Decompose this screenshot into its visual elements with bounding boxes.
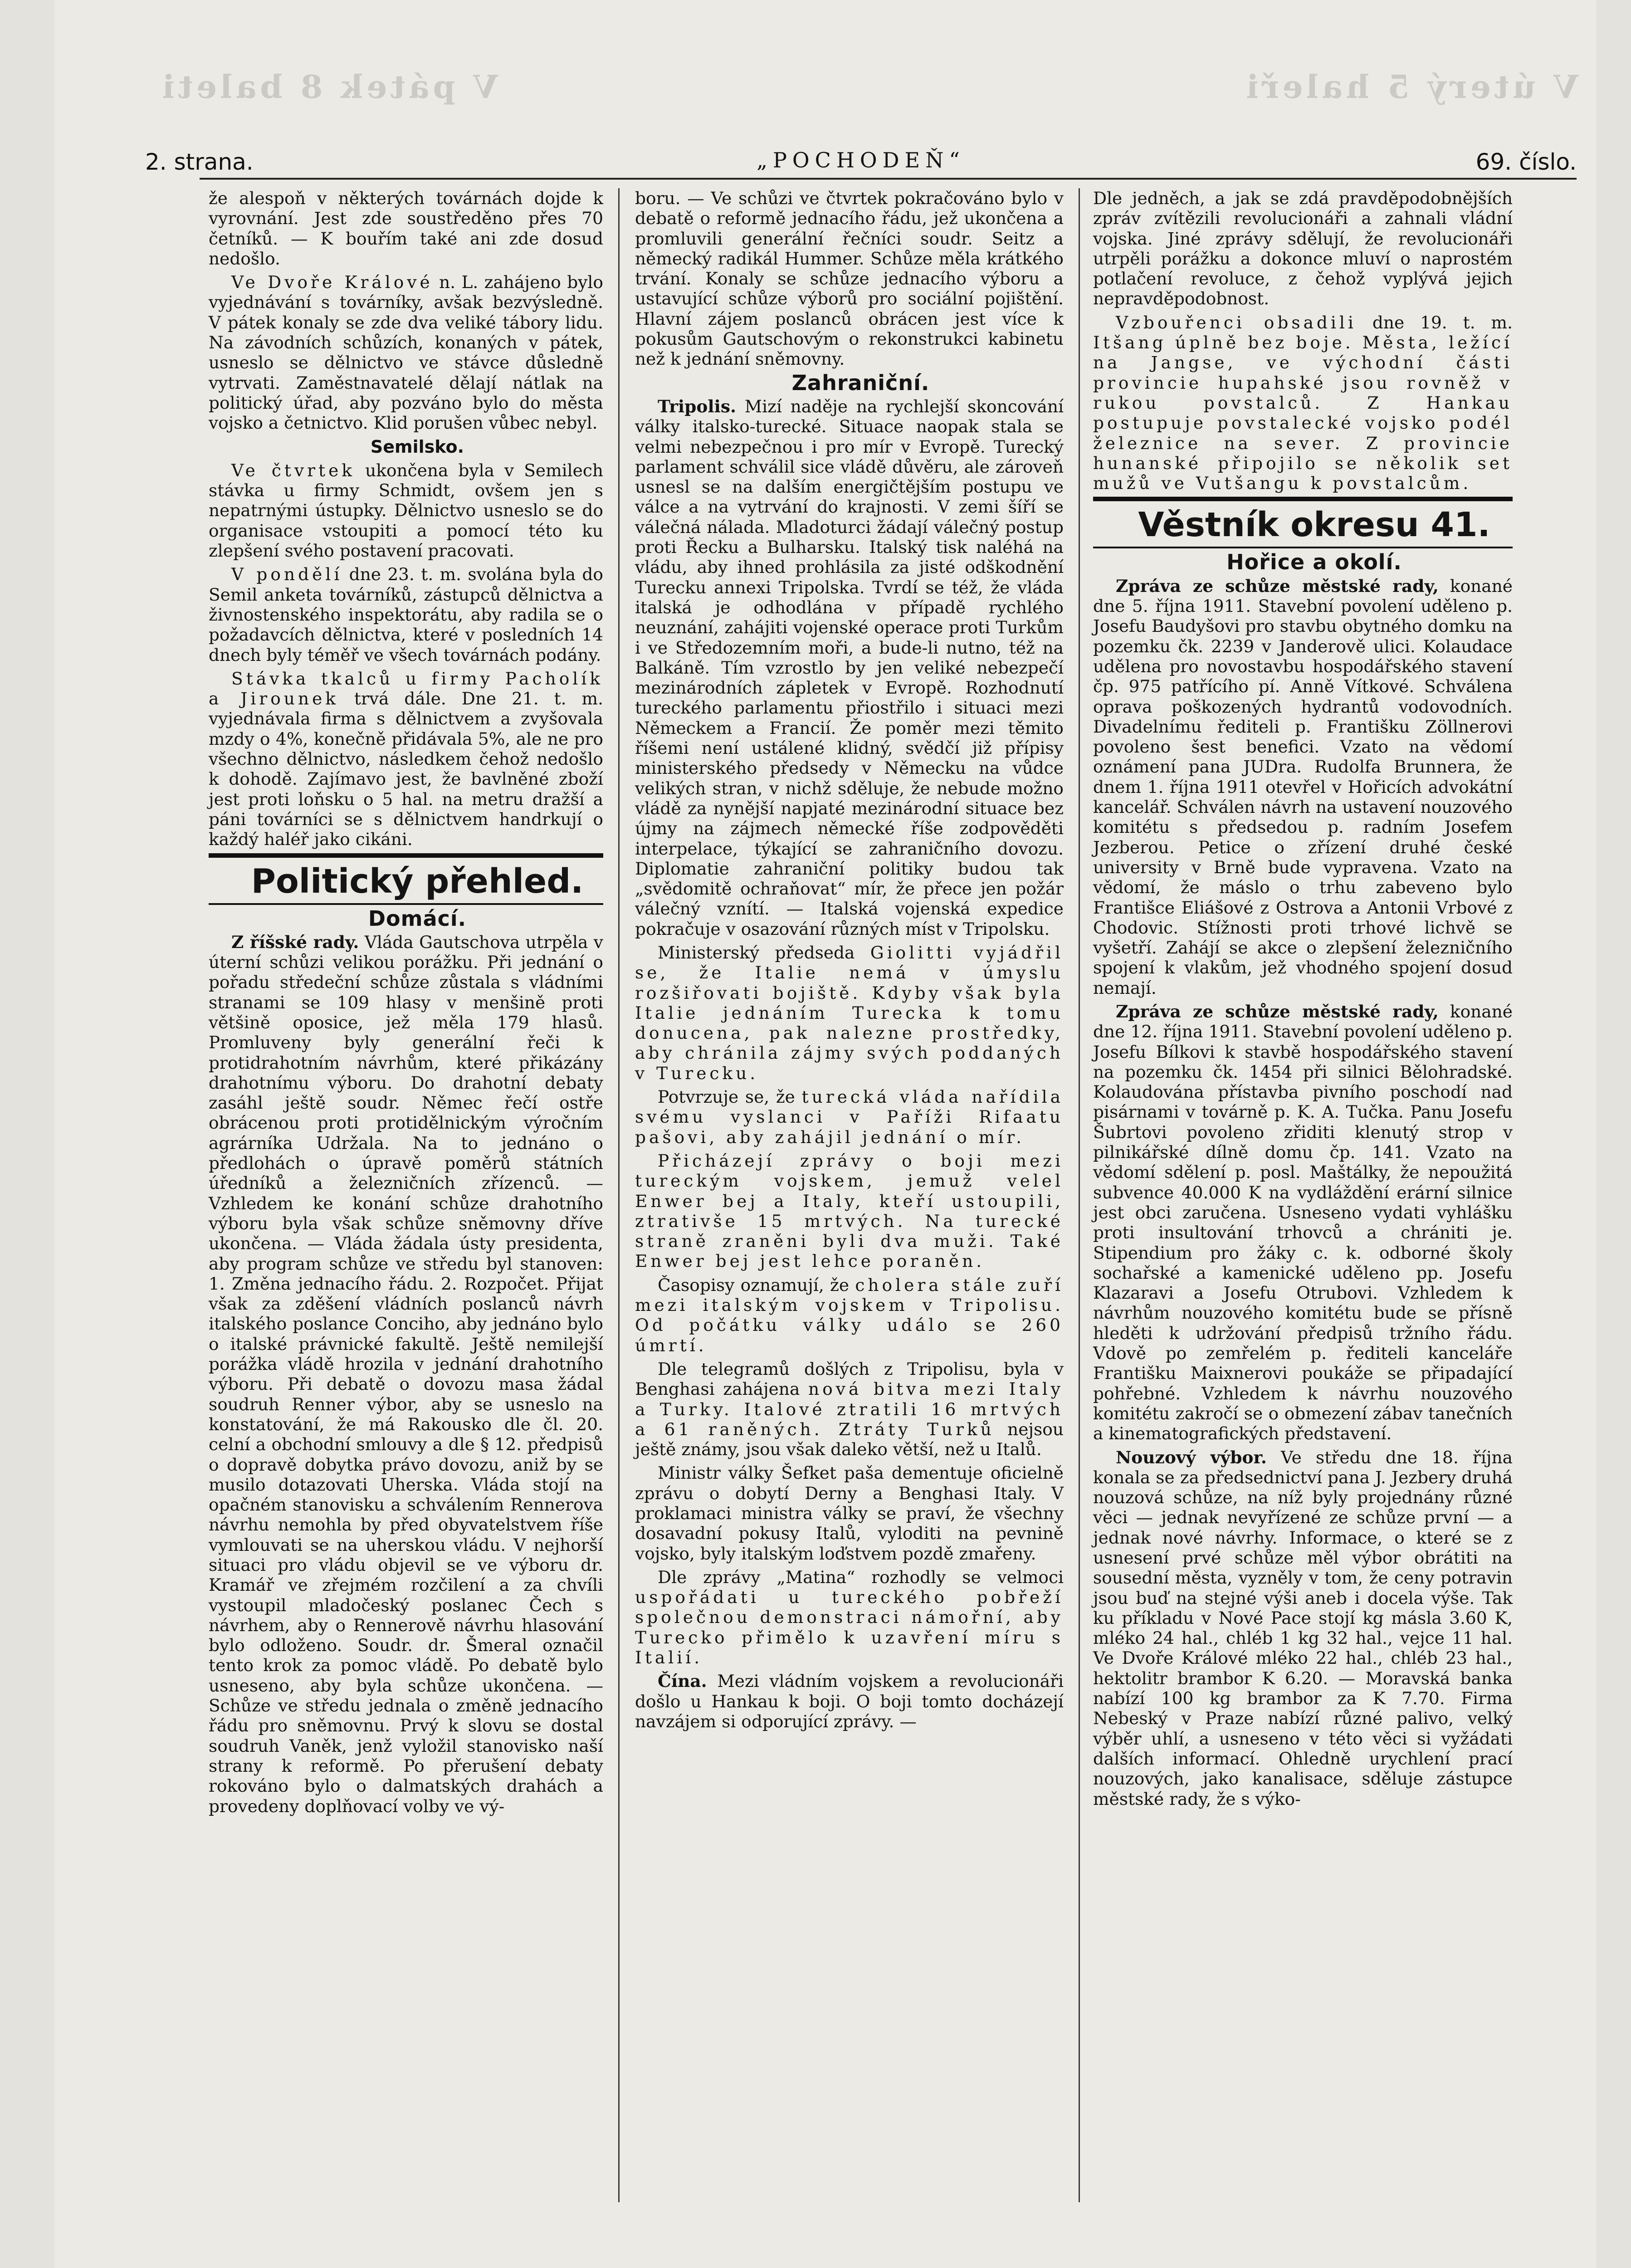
article-paragraph: Z říšské rady. Vláda Gautschova utrpěla v úterní schůzi velikou porážku. Při jednání o pořadu středeční schůze zůstala s vládními stranami se 109 hlasy v menšině proti většině oposice, jež měla 179 hlasů. Promluveny byly generální řeči k protidrahotním návrhům, které přikázány drahotnímu výboru. Do drahotní debaty zasáhl ještě soudr. Němec řečí ostře obrácenou proti protidělnickým výročním agrárníka Udržala. Na to jednáno o předlohách o úpravě poměrů státních úředníků a železničních zřízenců. — Vzhledem ke konání schůze drahotního výboru byla však schůze sněmovny dříve ukončena. — Vláda žádala ústy presidenta, aby program schůze ve středu byl stanoven: 1. Změna jednacího řádu. 2. Rozpočet. Přijat však za zděšení vládních poslanců návrh italského poslance Conciho, aby jednáno bylo o italské právnické fakultě. Ještě nemilejší porážka vládě hrozila v jednání drahotního výboru. Při debatě o dovozu masa žádal soudruh Renner výbor, aby se usneslo na konstatování, že má Rakousko dle čl. 20. celní a obchodní smlouvy a dle § 12. předpisů o dopravě dobytka právo dovozu, aniž by se musilo dotazovati Uherska. Vláda stojí na opačném stanovisku a schválením Rennerova návrhu nemohla by před obyvatelstvem říše vymlouvati se na uherskou vládu. V nejhorší situaci pro vládu objevil se ve výboru dr. Kramář ve zřejmém rozčilení a za chvíli vystoupil mladočeský poslanec Čech s návrhem, aby o Rennerově návrhu hlasování bylo odloženo. Soudr. dr. Šmeral označil tento krok za pomoc vládě. Po debatě bylo usneseno, aby byla schůze ukončena. — Schůze ve středu jednala o změně jednacího řádu pro sněmovnu. Prvý k slovu se dostal soudruh Vaněk, jenž vyložil stanovisko naší strany k reformě. Po přerušení debaty rokováno bylo o dalmatských drahách a provedeny doplňovací volby ve vý- — [209, 932, 603, 1816]
column-divider-2 — [1079, 188, 1080, 2202]
article-paragraph: Nouzový výbor. Ve středu dne 18. října konala se za předsednictví pana J. Jezbery druhá nouzová schůze, na níž byly projednány různé věci — jednak nevyřízené ze schůze první — a jednak nové návrhy. Informace, o které se z usnesení prvé schůze měl výbor obrátiti na sousední města, vyzněly v tom, že ceny potravin jsou buď na stejné výši aneb i docela výše. Tak ku příkladu v Nové Pace stojí kg másla 3.60 K, mléko 24 hal., chléb 1 kg 32 hal., vejce 11 hal. Ve Dvoře Králové mléko 22 hal., chléb 23 hal., hektolitr brambor K 6.20. — Moravská banka nabízí 100 kg brambor za K 7.70. Firma Nebeský v Praze nabízí různé palivo, velký výběr uhlí, a usneseno v této věci si vyžádati dalších informací. Ohledně urychlení prací nouzových, jako kanalisace, sděluje zástupce městské rady, že s výko- — [1093, 1447, 1513, 1809]
page-header — [145, 144, 1577, 181]
article-paragraph: V pondělí dne 23. t. m. svolána byla do Semil anketa továrníků, zástupců dělnictva a živnostenského inspektorátu, aby radila se o požadavcích dělnictva, které v posledních 14 dnech byly téměř ve všech továrnách podány. — [209, 564, 604, 665]
article-paragraph: že alespoň v některých továrnách dojde k vyrovnání. Jest zde soustředěno přes 70 četníků. — K bouřím také ani zde dosud nedošlo. — [209, 188, 603, 269]
article-paragraph: boru. — Ve schůzi ve čtvrtek pokračováno bylo v debatě o reformě jednacího řádu, jež ukončena a promluvili generální řečníci soudr. Seitz a německý radikál Hummer. Schůze měla krátkého trvání. Konaly se schůze jednacího výboru a ustavující schůze výborů pro sociální pojištění. Hlavní zájem poslanců obrácen jest více k pokusům Gautschovým o rekonstrukci kabinetu než k jednání sněmovny. — [635, 188, 1064, 369]
banner-politicky-prehled: Politický přehled. — [209, 853, 603, 905]
article-paragraph: Dle zprávy „Matina“ rozhodly se velmoci uspořádati u tureckého pobřeží společnou demonstraci námořní, aby Turecko přimělo k uzavření míru s Italií. — [635, 1567, 1064, 1668]
article-paragraph: Tripolis. Mizí naděje na rychlejší skoncování války italsko-turecké. Situace naopak stala se velmi nebezpečnou i pro mír v Evropě. Turecký parlament schválil sice vládě důvěru, ale zároveň usnesl se na dalším energičtějším postupu ve válce a na vytrvání do krajnosti. V zemi šíří se válečná nálada. Mladoturci žádají válečný postup proti Řecku a Bulharsku. Italský tisk naléhá na vládu, aby ihned prohlásila za jisté odškodnění Turecku annexi Tripolska. Tvrdí se též, že vláda italská je odhodlána v případě rychlého neuznání, zahájiti vojenské operace proti Turkům i ve Středozemním moři, a bude-li nutno, též na Balkáně. Tím vzrostlo by jen veliké nebezpečí mezinárodních zápletek v Evropě. Rozhodnutí tureckého parlamentu přiostřilo i situaci mezi Německem a Francií. Že poměr mezi těmito říšemi není ustálené klidný, svědčí již přípisy ministerského předsedy v Německu na vůdce velikých stran, v nichž sděluje, že nebude možno vládě za nynější napjaté mezinárodní situace bez újmy na zájmech německé říše zodpověděti interpelace, týkající se zahraničního dovozu. Diplomatie zahraniční politiky budou tak „svědomitě ochraňovat“ mír, že přece jen požár válečný vznítí. — Italská vojenská expedice pokračuje v osazování různých míst v Tripolsku. — [635, 396, 1064, 939]
issue-number: 69. číslo. — [1475, 149, 1577, 175]
section-heading-semilsko: Semilsko. — [370, 436, 464, 457]
article-paragraph: Dle jedněch, a jak se zdá pravděpodobnějších zpráv zvítězili revolucionáři a zahnali vládní vojska. Jiné zprávy sdělují, že revolucionáři utrpěli porážku a dokonce mluví o naprostém potlačení revoluce, z čehož vyplývá jejich nepravděpodobnost. — [1093, 188, 1513, 309]
article-paragraph: Časopisy oznamují, že cholera stále zuří mezi italským vojskem v Tripolisu. Od počátku války událo se 260 úmrtí. — [635, 1275, 1064, 1355]
section-heading-domaci: Domácí. — [368, 906, 467, 931]
header-rule — [200, 178, 1577, 180]
page-label: 2. strana. — [145, 149, 254, 175]
article-paragraph: Zpráva ze schůze městské rady, konané dne 5. října 1911. Stavební povolení uděleno p. Josefu Baudyšovi pro stavbu obytného domku na pozemku čk. 2239 v Janderově ulici. Kolaudace udělena pro novostavbu hospodářského stavení čp. 975 patřícího pí. Anně Vítkové. Schválena oprava poškozených hydrantů vodovodních. Divadelnímu řediteli p. Františku Zöllnerovi povoleno šest benefici. Vzato na vědomí oznámení pana JUDra. Rudolfa Brunnera, že dnem 1. října 1911 otevřel v Hořicích advokátní kancelář. Schválen návrh na ustavení nouzového komitétu s předsedou p. radním Josefem Jezberou. Petice o zřízení druhé české university v Brně bude vypravena. Vzato na vědomí, že máslo o trhu zabeveno bylo Františce Eliášové z Ostrova a Antonii Vrbové z Chodovic. Stížnosti proti trhové lichvě se vyšetří. Zahájí se akce o zlepšení železničního spojení k vlakům, jež vhodného spojení dosud nemají. — [1093, 576, 1513, 998]
article-paragraph: Vzbouřenci obsadili dne 19. t. m. Itšang úplně bez boje. Města, ležící na Jangse, ve východní části provincie hupahské jsou rovněž v rukou povstalců. Z Hankau postupuje povstalecké vojsko podél železnice na sever. Z provincie hunanské připojilo se několik set mužů ve Vutšangu k povstalcům. — [1093, 312, 1513, 494]
article-paragraph: Potvrzuje se, že turecká vláda nařídila svému vyslanci v Paříži Rifaatu pašovi, aby zahájil jednání o mír. — [635, 1087, 1064, 1147]
article-paragraph: Ministerský předseda Giolitti vyjádřil se, že Italie nemá v úmyslu rozšiřovati bojiště. Kdyby však byla Italie jednáním Turecka k tomu donucena, pak nalezne prostředky, aby chránila zájmy svých poddaných v Turecku. — [635, 942, 1064, 1083]
section-heading-zahranicni: Zahraniční. — [791, 370, 930, 395]
article-paragraph: Ministr války Šefket paša dementuje oficielně zprávu o dobytí Derny a Benghasi Italy. V proklamaci ministra války se praví, že všechny dosavadní pokusy Italů, vyloditi na pevnině vojsko, byly italským loďstvem pozdě zmařeny. — [635, 1463, 1064, 1564]
newspaper-title: „POCHODEŇ“ — [757, 148, 965, 172]
column-1 — [209, 188, 603, 1820]
bleed-through-right: V úterý 5 haleři — [1243, 68, 1579, 106]
column-divider-1 — [618, 188, 620, 2202]
column-2 — [635, 188, 1064, 1735]
article-paragraph: Ve čtvrtek ukončena byla v Semilech stávka u firmy Schmidt, ovšem jen s nepatrnými ústupky. Dělnictvo usneslo se do organisace vstoupiti a pomocí této ku zlepšení svého postavení pracovati. — [209, 460, 603, 561]
section-heading-horice: Hořice a okolí. — [1226, 550, 1402, 575]
column-3 — [1093, 188, 1513, 1813]
bleed-through-left: V pátek 8 baleti — [159, 68, 498, 106]
article-paragraph: Ve Dvoře Králové n. L. zahájeno bylo vyjednávání s továrníky, avšak bezvýsledně. V pátek konaly se zde dva veliké tábory lidu. Na závodních schůzích, konaných v pátek, usneslo se dělnictvo ve stávce důsledně vytrvati. Zaměstnavatelé dělají nátlak na politický úřad, aby pozváno bylo do města vojsko a četnictvo. Klid porušen vůbec nebyl. — [209, 272, 603, 433]
banner-vestnik-okresu: Věstník okresu 41. — [1093, 497, 1513, 548]
article-paragraph: Dle telegramů došlých z Tripolisu, byla v Benghasi zahájena nová bitva mezi Italy a Turky. Italové ztratili 16 mrtvých a 61 raněných. Ztráty Turků nejsou ještě známy, jsou však daleko větší, než u Italů. — [635, 1359, 1064, 1460]
article-paragraph: Zpráva ze schůze městské rady, konané dne 12. října 1911. Stavební povolení uděleno p. Josefu Bílkovi k stavbě hospodářského stavení na pozemku čk. 1454 při silnici Bělohradské. Kolaudována přístavba pivního poschodí nad pisárnami v továrně p. K. A. Tučka. Panu Josefu Šubrtovi povoleno zřiditi klenutý strop v pilnikářské dílně domu čp. 141. Vzato na vědomí sdělení p. posl. Maštálky, že nepoužitá subvence 40.000 K na vydláždění erární silnice jest obci zaručena. Usneseno vydati vyhlášku proti insultování trhovců a chrániti je. Stipendium pro žáky c. k. odborné školy sochařské a kamenické uděleno pp. Josefu Klazaravi a Josefu Otrubovi. Vzhledem k návrhům nouzového komitétu bude se přísně hleděti k udržování předpisů tržního řádu. Vdově po zemřelém p. řediteli kanceláře Františku Maixnerovi poukáže se připadající pohřebné. Vzhledem k návrhu nouzového komitétu zakročí se o obmezení zábav tanečních a kinematografických představení. — [1093, 1001, 1513, 1444]
article-paragraph: Stávka tkalců u firmy Pacholík a Jirounek trvá dále. Dne 21. t. m. vyjednávala firma s dělnictvem a zvyšovala mzdy o 4%, konečně přidávala 5%, ale ne pro všechno dělnictvo, následkem čehož nedošlo k dohodě. Zajímavo jest, že bavlněné zboží jest proti loňsku o 5 hal. na metru dražší a páni továrníci se s dělnictvem handrkují o každý haléř jako cikáni. — [209, 668, 603, 850]
article-paragraph: Čína. Mezi vládním vojskem a revolucionáři došlo u Hankau k boji. O boji tomto docházejí navzájem si odporující zprávy. — — [635, 1671, 1064, 1731]
article-paragraph: Přicházejí zprávy o boji mezi tureckým vojskem, jemuž velel Enwer bej a Italy, kteří ustoupili, ztrativše 15 mrtvých. Na turecké straně zraněni byli dva muži. Také Enwer bej jest lehce poraněn. — [635, 1150, 1064, 1271]
